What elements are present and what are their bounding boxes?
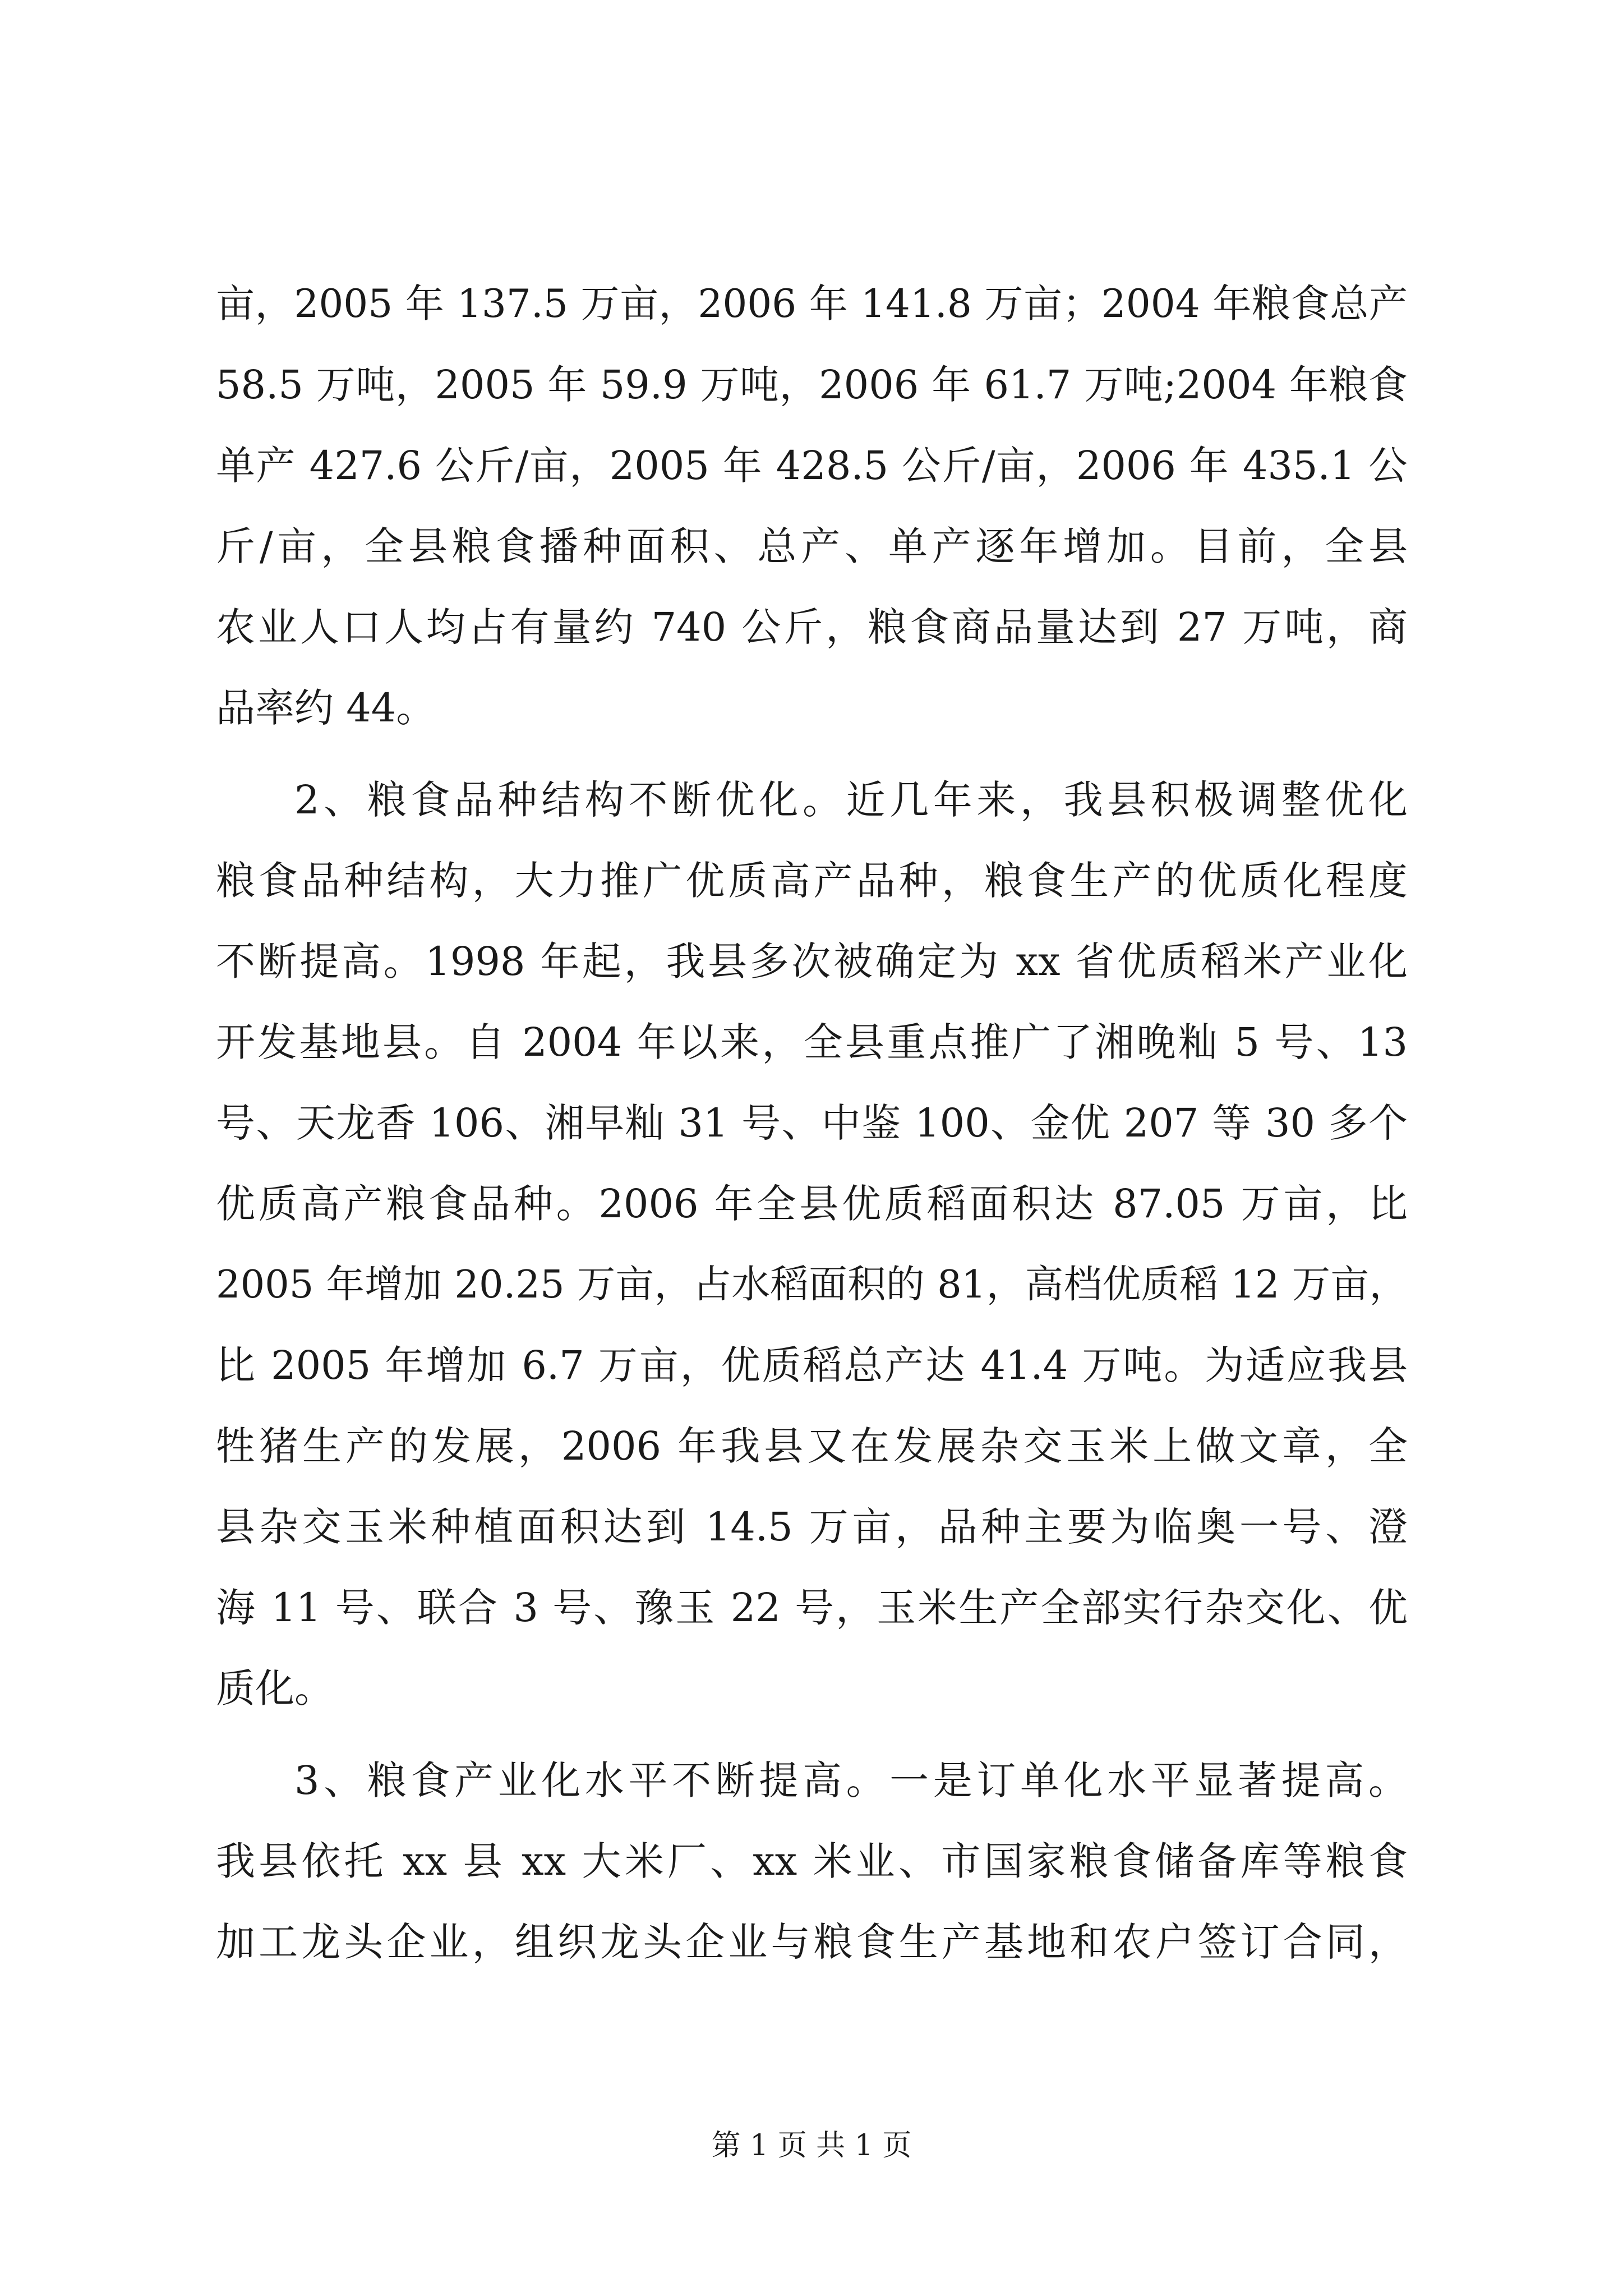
text-line: 斤/亩，全县粮食播种面积、总产、单产逐年增加。目前，全县 — [216, 523, 1408, 569]
text-line: 不断提高。1998 年起，我县多次被确定为 xx 省优质稻米产业化 — [216, 938, 1408, 984]
paragraph-gap — [216, 748, 1408, 760]
text-line: 2005 年增加 20.25 万亩，占水稻面积的 81，高档优质稻 12 万亩， — [216, 1262, 1408, 1307]
text-line: 粮食品种结构，大力推广优质高产品种，粮食生产的优质化程度 — [216, 858, 1408, 904]
paragraph-start-line: 3、粮食产业化水平不断提高。一是订单化水平显著提高。 — [294, 1757, 1408, 1803]
paragraph-start-line: 2、粮食品种结构不断优化。近几年来，我县积极调整优化 — [294, 777, 1408, 823]
text-line: 县杂交玉米种植面积达到 14.5 万亩，品种主要为临奥一号、澄 — [216, 1504, 1408, 1550]
text-line: 牲猪生产的发展，2006 年我县又在发展杂交玉米上做文章，全 — [216, 1423, 1408, 1469]
text-line: 优质高产粮食品种。2006 年全县优质稻面积达 87.05 万亩，比 — [216, 1181, 1408, 1227]
text-line: 单产 427.6 公斤/亩，2005 年 428.5 公斤/亩，2006 年 435.1 公 — [216, 443, 1408, 489]
text-line: 农业人口人均占有量约 740 公斤，粮食商品量达到 27 万吨，商 — [216, 604, 1408, 650]
text-line: 比 2005 年增加 6.7 万亩，优质稻总产达 41.4 万吨。为适应我县 — [216, 1342, 1408, 1388]
text-line: 58.5 万吨，2005 年 59.9 万吨，2006 年 61.7 万吨;2004 年粮食 — [216, 362, 1408, 408]
text-line: 品率约 44。 — [216, 685, 436, 731]
document-body — [216, 264, 1408, 1982]
text-line: 加工龙头企业，组织龙头企业与粮食生产基地和农户签订合同， — [216, 1919, 1408, 1965]
text-line: 号、天龙香 106、湘早籼 31 号、中鉴 100、金优 207 等 30 多个 — [216, 1100, 1408, 1146]
page-number-footer: 第 1 页 共 1 页 — [711, 2129, 912, 2162]
text-line: 质化。 — [216, 1665, 334, 1711]
text-line: 海 11 号、联合 3 号、豫玉 22 号，玉米生产全部实行杂交化、优 — [216, 1585, 1408, 1631]
text-line: 开发基地县。自 2004 年以来，全县重点推广了湘晚籼 5 号、13 — [216, 1019, 1408, 1065]
paragraph-gap — [216, 1729, 1408, 1740]
text-line: 亩，2005 年 137.5 万亩，2006 年 141.8 万亩；2004 年粮食总产 — [216, 282, 1408, 326]
text-line: 我县依托 xx 县 xx 大米厂、xx 米业、市国家粮食储备库等粮食 — [216, 1838, 1408, 1884]
